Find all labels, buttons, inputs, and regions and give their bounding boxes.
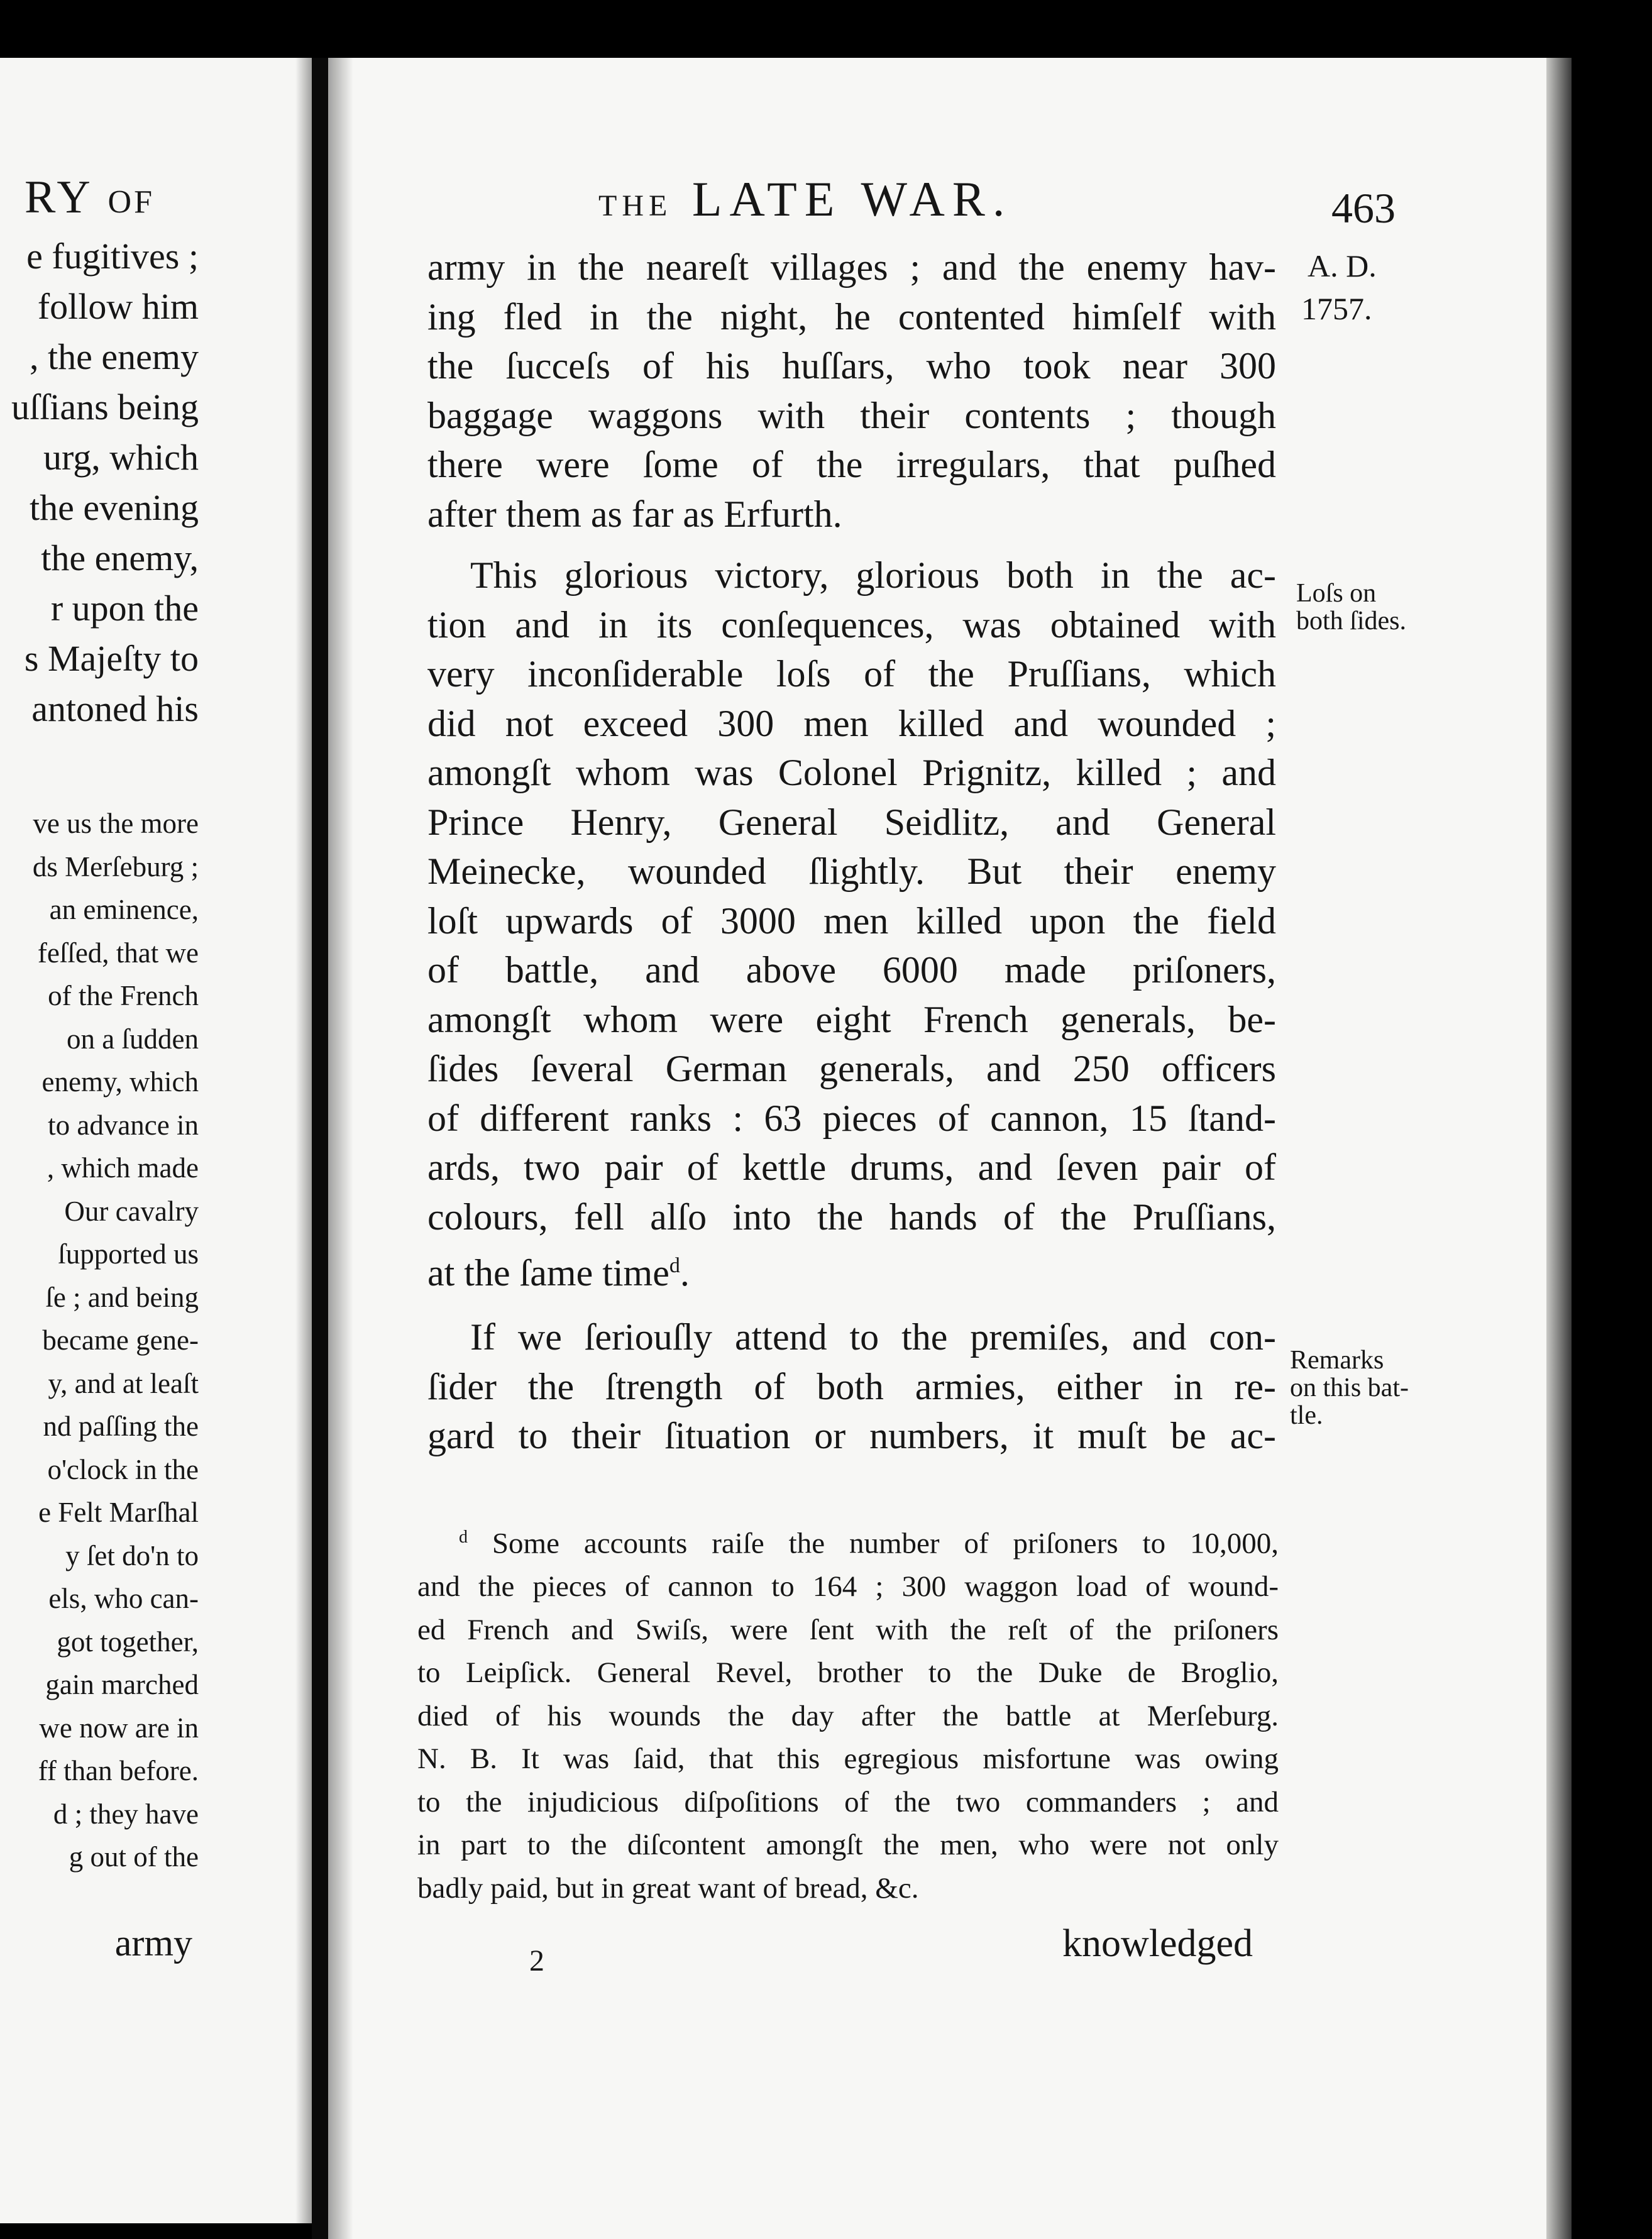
- left-note-line: e Felt Marſhal: [38, 1497, 199, 1528]
- left-note-line: , which made: [47, 1152, 199, 1184]
- footnote-line: ed French and Swiſs, were ſent with the reſt of the priſoners: [417, 1613, 1279, 1646]
- left-page-shadow: [295, 58, 312, 2223]
- page-edge: [1546, 58, 1572, 2239]
- text-line: loſt upwards of 3000 men killed upon the field: [427, 899, 1276, 942]
- paragraph-continuation: [427, 243, 1276, 539]
- running-head-the: THE: [598, 189, 673, 223]
- text-line: army in the neareſt villages ; and the enemy hav-: [427, 246, 1276, 288]
- left-note-line: ve us the more: [33, 808, 199, 839]
- left-note-line: to advance in: [48, 1109, 199, 1141]
- left-note-line: ſupported us: [58, 1238, 199, 1270]
- text-line: ards, two pair of kettle drums, and ſeven pair of: [427, 1147, 1276, 1188]
- left-note-line: we now are in: [39, 1712, 199, 1744]
- text-line: tion and in its conſequences, was obtained with: [427, 603, 1276, 646]
- left-running-head-of: OF: [107, 184, 155, 220]
- text-line-with-footnote-ref: at the ſame time$^d$.: [427, 1252, 690, 1294]
- text-line: colours, fell alſo into the hands of the Pruſſians,: [427, 1196, 1276, 1238]
- left-note-line: ſe ; and being: [45, 1281, 199, 1313]
- text-line: very inconſiderable loſs of the Pruſſians, which: [427, 653, 1276, 695]
- text-line: there were ſome of the irregulars, that puſhed: [427, 444, 1276, 485]
- left-note-line: o'clock in the: [47, 1453, 199, 1485]
- left-note-line: gain marched: [45, 1669, 199, 1700]
- left-note-line: enemy, which: [41, 1066, 199, 1097]
- footnote-marker: d: [459, 1527, 468, 1547]
- footnote-line: N. B. It was ſaid, that this egregious misfortune was owing: [417, 1742, 1279, 1776]
- left-body-line: the enemy,: [41, 537, 199, 578]
- text-line: amongſt whom was Colonel Prignitz, killed ; and: [427, 752, 1276, 793]
- left-running-head-title: RY: [25, 172, 93, 223]
- left-body-line: r upon the: [50, 588, 199, 629]
- text-line: Prince Henry, General Seidlitz, and General: [427, 801, 1276, 843]
- left-body-line: e fugitives ;: [26, 236, 199, 277]
- text-line: did not exceed 300 men killed and wounded ;: [427, 702, 1276, 744]
- text-line: If we ſeriouſly attend to the premiſes, and con-: [470, 1316, 1276, 1358]
- text-line: after them as far as Erfurth.: [427, 493, 842, 535]
- footnote-line: to the injudicious diſpoſitions of the two commanders ; and: [417, 1785, 1279, 1818]
- text-line: This glorious victory, glorious both in the ac-: [470, 554, 1276, 596]
- left-note-line: became gene-: [42, 1324, 199, 1356]
- margin-note-remarks-line2: on this bat-: [1290, 1373, 1409, 1402]
- book-gutter: [312, 58, 328, 2239]
- right-page-shadow: [328, 58, 353, 2239]
- left-running-head: [25, 171, 155, 224]
- left-note-line: Our cavalry: [64, 1195, 199, 1227]
- text-line: amongſt whom were eight French generals, be-: [427, 998, 1276, 1040]
- paragraph-victory: [427, 551, 1276, 1298]
- text-line: Meinecke, wounded ſlightly. But their enemy: [427, 850, 1276, 892]
- left-body-line: follow him: [37, 286, 199, 327]
- left-note-line: ds Merſeburg ;: [32, 850, 199, 883]
- text-line: ſider the ſtrength of both armies, either in re-: [427, 1365, 1276, 1407]
- left-note-line: nd paſſing the: [43, 1411, 199, 1442]
- left-note-line: g out of the: [69, 1841, 199, 1873]
- catchword: knowledged: [1062, 1922, 1253, 1965]
- footnote: [417, 1516, 1279, 1910]
- left-body-line: antoned his: [31, 688, 199, 729]
- footnote-line: to Leipſick. General Revel, brother to the Duke de Broglio,: [417, 1656, 1279, 1690]
- left-note-line: feſſed, that we: [37, 937, 199, 969]
- left-note-line: y, and at leaſt: [48, 1367, 199, 1399]
- page-number: 463: [1331, 184, 1396, 232]
- text-line-end: at the ſame time: [427, 1252, 669, 1294]
- left-body-line: uſſians being: [11, 387, 199, 427]
- margin-note-year: 1757.: [1301, 291, 1372, 326]
- text-line: of different ranks : 63 pieces of cannon, 15 ſtand-: [427, 1097, 1276, 1139]
- left-note-line: got together,: [57, 1626, 199, 1658]
- margin-note-loss-line2: both ſides.: [1296, 607, 1406, 635]
- paragraph-remarks: [427, 1312, 1276, 1461]
- left-note-line: an eminence,: [49, 894, 199, 925]
- left-note-line: on a ſudden: [67, 1023, 199, 1055]
- left-catchword: army: [114, 1922, 192, 1964]
- footnote-line: badly paid, but in great want of bread, &c.: [417, 1871, 919, 1905]
- signature-mark: 2: [529, 1944, 544, 1978]
- margin-note-loss-line1: Loſs on: [1296, 579, 1377, 608]
- footnote-line: in part to the diſcontent amongſt the men, who were not only: [417, 1829, 1279, 1862]
- left-note-line: d ; they have: [53, 1798, 199, 1830]
- text-line: ing fled in the night, he contented himſelf with: [427, 295, 1276, 338]
- left-note-line: els, who can-: [48, 1583, 199, 1614]
- left-note-line: y ſet do'n to: [65, 1539, 199, 1571]
- left-body-line: urg, which: [43, 437, 199, 478]
- running-head: [598, 171, 1012, 228]
- margin-note-remarks-line3: tle.: [1290, 1401, 1323, 1430]
- footnote-line: and the pieces of cannon to 164 ; 300 waggon load of wound-: [417, 1570, 1279, 1604]
- text-line: baggage waggons with their contents ; though: [427, 394, 1276, 436]
- left-body-line: the evening: [30, 487, 199, 528]
- running-head-title: LATE WAR.: [691, 172, 1013, 226]
- footnote-reference: d: [669, 1254, 680, 1277]
- text-line: gard to their ſituation or numbers, it muſt be ac-: [427, 1415, 1276, 1456]
- text-line: the ſucceſs of his huſſars, who took near 300: [427, 345, 1276, 387]
- left-page: [0, 58, 312, 2223]
- margin-note-remarks-line1: Remarks: [1290, 1346, 1384, 1375]
- footnote-line-text: Some accounts raiſe the number of priſoners to 10,000,: [492, 1527, 1279, 1560]
- left-body-line: , the enemy: [30, 336, 199, 377]
- left-note-line: ff than before.: [38, 1755, 199, 1786]
- text-line: of battle, and above 6000 made priſoners,: [427, 949, 1276, 991]
- right-page: [328, 58, 1546, 2239]
- margin-note-ad: A. D.: [1308, 248, 1377, 283]
- footnote-line: [417, 1516, 1279, 1565]
- text-line: ſides ſeveral German generals, and 250 officers: [427, 1048, 1276, 1089]
- left-note-line: of the French: [48, 980, 199, 1011]
- left-body-line: s Majeſty to: [24, 638, 199, 679]
- left-text-column: [11, 231, 199, 1879]
- footnote-line: died of his wounds the day after the battle at Merſeburg.: [417, 1699, 1279, 1732]
